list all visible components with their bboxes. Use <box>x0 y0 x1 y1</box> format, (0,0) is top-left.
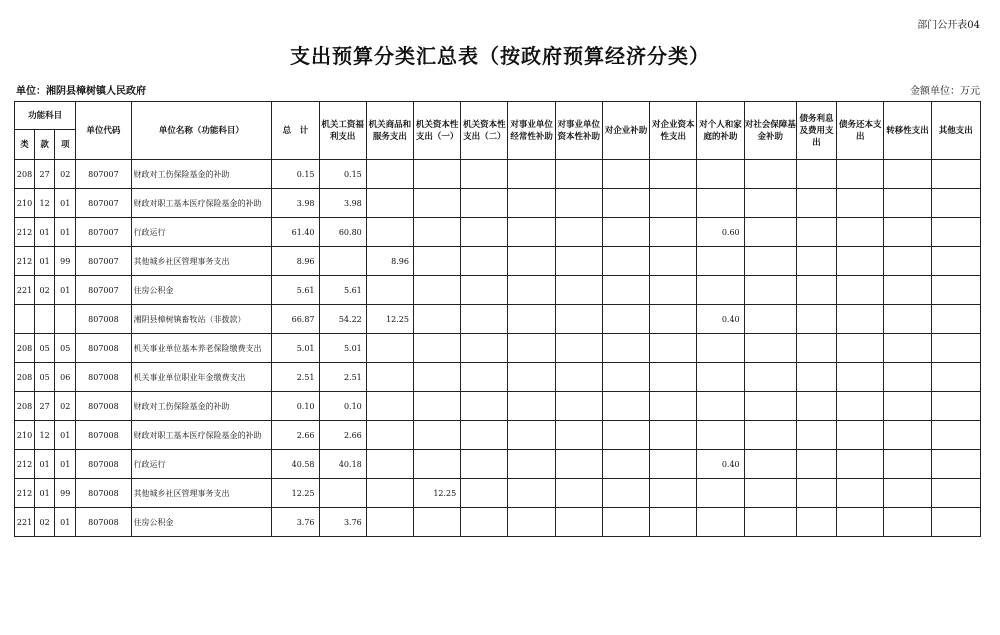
header-col-6: 对事业单位资本性补助 <box>555 102 602 160</box>
row-unit-code: 807008 <box>76 334 131 363</box>
row-unit-name: 财政对工伤保险基金的补助 <box>131 160 272 189</box>
row-empty-cell <box>884 160 931 189</box>
row-empty-cell <box>508 421 555 450</box>
row-empty-cell <box>650 421 697 450</box>
row-xiang: 01 <box>55 508 76 537</box>
row-empty-cell <box>884 479 931 508</box>
table-row <box>15 450 981 479</box>
table-row <box>15 479 981 508</box>
header-unit-code: 单位代码 <box>76 102 131 160</box>
row-empty-cell <box>650 218 697 247</box>
header-col-4: 机关资本性支出（二） <box>461 102 508 160</box>
row-empty-cell <box>931 334 980 363</box>
row-empty-cell <box>744 508 796 537</box>
row-empty-cell <box>884 363 931 392</box>
row-unit-name: 机关事业单位基本养老保险缴费支出 <box>131 334 272 363</box>
row-empty-cell <box>744 218 796 247</box>
row-goods <box>366 218 413 247</box>
row-empty-cell <box>602 189 649 218</box>
row-empty-cell <box>555 334 602 363</box>
row-kuan: 01 <box>35 479 55 508</box>
row-capital-1 <box>413 160 460 189</box>
row-empty-cell <box>931 392 980 421</box>
row-empty-cell <box>796 363 836 392</box>
row-empty-cell <box>744 247 796 276</box>
row-empty-cell <box>461 334 508 363</box>
row-capital-1 <box>413 247 460 276</box>
row-lei: 208 <box>15 334 35 363</box>
row-goods <box>366 189 413 218</box>
row-empty-cell <box>508 247 555 276</box>
row-person <box>697 421 744 450</box>
header-col-2: 机关商品和服务支出 <box>366 102 413 160</box>
table-row <box>15 247 981 276</box>
row-empty-cell <box>461 479 508 508</box>
row-empty-cell <box>744 334 796 363</box>
row-empty-cell <box>650 392 697 421</box>
row-empty-cell <box>650 305 697 334</box>
row-empty-cell <box>931 508 980 537</box>
form-code: 部门公开表04 <box>917 20 980 31</box>
table-row <box>15 363 981 392</box>
row-empty-cell <box>602 392 649 421</box>
row-total: 12.25 <box>272 479 319 508</box>
row-empty-cell <box>555 508 602 537</box>
row-empty-cell <box>555 189 602 218</box>
row-unit-name: 财政对职工基本医疗保险基金的补助 <box>131 421 272 450</box>
header-total: 总 计 <box>272 102 319 160</box>
header-col-5: 对事业单位经常性补助 <box>508 102 555 160</box>
row-empty-cell <box>744 305 796 334</box>
row-unit-name: 行政运行 <box>131 218 272 247</box>
row-lei: 210 <box>15 189 35 218</box>
row-wage: 0.15 <box>319 160 366 189</box>
row-empty-cell <box>796 276 836 305</box>
row-unit-name: 行政运行 <box>131 450 272 479</box>
table-row <box>15 334 981 363</box>
row-capital-1 <box>413 276 460 305</box>
row-empty-cell <box>650 363 697 392</box>
row-empty-cell <box>650 508 697 537</box>
row-empty-cell <box>508 160 555 189</box>
row-person <box>697 508 744 537</box>
row-empty-cell <box>508 276 555 305</box>
row-xiang: 06 <box>55 363 76 392</box>
header-col-9: 对个人和家庭的补助 <box>697 102 744 160</box>
row-capital-1 <box>413 189 460 218</box>
row-empty-cell <box>837 305 884 334</box>
row-empty-cell <box>796 508 836 537</box>
row-total: 2.66 <box>272 421 319 450</box>
header-col-12: 债务还本支出 <box>837 102 884 160</box>
row-empty-cell <box>508 479 555 508</box>
row-goods <box>366 160 413 189</box>
row-wage <box>319 479 366 508</box>
row-empty-cell <box>650 160 697 189</box>
row-empty-cell <box>837 392 884 421</box>
table-row <box>15 276 981 305</box>
row-unit-code: 807008 <box>76 363 131 392</box>
row-kuan: 27 <box>35 392 55 421</box>
row-capital-1 <box>413 363 460 392</box>
row-empty-cell <box>931 450 980 479</box>
row-lei: 212 <box>15 479 35 508</box>
row-unit-name: 其他城乡社区管理事务支出 <box>131 247 272 276</box>
row-xiang: 01 <box>55 421 76 450</box>
row-unit-code: 807008 <box>76 479 131 508</box>
row-unit-name: 住房公积金 <box>131 508 272 537</box>
row-empty-cell <box>884 247 931 276</box>
row-xiang: 02 <box>55 160 76 189</box>
row-empty-cell <box>744 276 796 305</box>
header-col-14: 其他支出 <box>931 102 980 160</box>
row-wage: 3.98 <box>319 189 366 218</box>
row-kuan: 05 <box>35 334 55 363</box>
row-total: 5.61 <box>272 276 319 305</box>
header-col-13: 转移性支出 <box>884 102 931 160</box>
header-lei: 类 <box>15 130 35 160</box>
row-person: 0.40 <box>697 305 744 334</box>
row-empty-cell <box>837 334 884 363</box>
row-unit-name: 其他城乡社区管理事务支出 <box>131 479 272 508</box>
row-total: 0.15 <box>272 160 319 189</box>
row-total: 66.87 <box>272 305 319 334</box>
row-empty-cell <box>508 363 555 392</box>
row-empty-cell <box>884 392 931 421</box>
row-xiang: 99 <box>55 479 76 508</box>
row-goods: 12.25 <box>366 305 413 334</box>
row-lei: 212 <box>15 218 35 247</box>
row-goods <box>366 334 413 363</box>
row-empty-cell <box>461 392 508 421</box>
row-xiang: 99 <box>55 247 76 276</box>
row-empty-cell <box>602 363 649 392</box>
row-empty-cell <box>796 247 836 276</box>
row-wage <box>319 247 366 276</box>
row-empty-cell <box>461 508 508 537</box>
row-empty-cell <box>931 479 980 508</box>
row-unit-name: 湘阴县樟树镇畜牧站（非拨款） <box>131 305 272 334</box>
row-empty-cell <box>602 160 649 189</box>
row-person: 0.60 <box>697 218 744 247</box>
row-empty-cell <box>796 421 836 450</box>
row-goods <box>366 276 413 305</box>
row-lei: 221 <box>15 276 35 305</box>
row-lei: 208 <box>15 363 35 392</box>
unit-label: 单位：湘阴县樟树镇人民政府 <box>16 86 146 97</box>
row-xiang: 01 <box>55 450 76 479</box>
row-empty-cell <box>508 392 555 421</box>
row-empty-cell <box>555 479 602 508</box>
row-total: 2.51 <box>272 363 319 392</box>
row-empty-cell <box>602 276 649 305</box>
row-wage: 60.80 <box>319 218 366 247</box>
row-empty-cell <box>508 334 555 363</box>
row-xiang <box>55 305 76 334</box>
row-empty-cell <box>796 392 836 421</box>
row-empty-cell <box>555 160 602 189</box>
header-col-8: 对企业资本性支出 <box>650 102 697 160</box>
row-empty-cell <box>461 218 508 247</box>
page-title: 支出预算分类汇总表（按政府预算经济分类） <box>290 44 710 68</box>
row-kuan: 01 <box>35 450 55 479</box>
row-empty-cell <box>461 450 508 479</box>
row-wage: 0.10 <box>319 392 366 421</box>
row-empty-cell <box>555 392 602 421</box>
header-col-3: 机关资本性支出（一） <box>413 102 460 160</box>
row-lei: 212 <box>15 247 35 276</box>
row-empty-cell <box>744 479 796 508</box>
row-wage: 40.18 <box>319 450 366 479</box>
row-unit-name: 住房公积金 <box>131 276 272 305</box>
table-row <box>15 189 981 218</box>
row-xiang: 02 <box>55 392 76 421</box>
row-empty-cell <box>796 334 836 363</box>
row-empty-cell <box>508 189 555 218</box>
row-goods <box>366 421 413 450</box>
row-empty-cell <box>884 421 931 450</box>
row-empty-cell <box>602 334 649 363</box>
row-empty-cell <box>744 189 796 218</box>
row-empty-cell <box>744 421 796 450</box>
row-empty-cell <box>650 276 697 305</box>
row-empty-cell <box>884 218 931 247</box>
row-kuan: 01 <box>35 218 55 247</box>
row-empty-cell <box>884 189 931 218</box>
row-capital-1 <box>413 392 460 421</box>
row-xiang: 01 <box>55 276 76 305</box>
table-row <box>15 305 981 334</box>
row-unit-code: 807007 <box>76 276 131 305</box>
table-row <box>15 421 981 450</box>
row-empty-cell <box>602 305 649 334</box>
row-xiang: 01 <box>55 189 76 218</box>
row-empty-cell <box>931 363 980 392</box>
row-unit-name: 财政对职工基本医疗保险基金的补助 <box>131 189 272 218</box>
row-empty-cell <box>650 450 697 479</box>
row-wage: 5.01 <box>319 334 366 363</box>
row-unit-code: 807007 <box>76 160 131 189</box>
row-empty-cell <box>602 421 649 450</box>
row-goods <box>366 508 413 537</box>
header-col-7: 对企业补助 <box>602 102 649 160</box>
row-empty-cell <box>931 218 980 247</box>
row-empty-cell <box>461 189 508 218</box>
row-total: 5.01 <box>272 334 319 363</box>
row-empty-cell <box>884 450 931 479</box>
row-goods <box>366 450 413 479</box>
row-capital-1: 12.25 <box>413 479 460 508</box>
row-empty-cell <box>744 450 796 479</box>
row-empty-cell <box>461 276 508 305</box>
row-person <box>697 392 744 421</box>
row-unit-code: 807008 <box>76 450 131 479</box>
row-empty-cell <box>837 218 884 247</box>
row-unit-code: 807008 <box>76 392 131 421</box>
row-lei <box>15 305 35 334</box>
row-wage: 2.66 <box>319 421 366 450</box>
row-total: 8.96 <box>272 247 319 276</box>
row-xiang: 01 <box>55 218 76 247</box>
table-row <box>15 508 981 537</box>
row-wage: 5.61 <box>319 276 366 305</box>
row-unit-code: 807008 <box>76 421 131 450</box>
row-kuan <box>35 305 55 334</box>
table-row <box>15 218 981 247</box>
row-empty-cell <box>461 247 508 276</box>
row-empty-cell <box>744 363 796 392</box>
row-empty-cell <box>837 247 884 276</box>
row-empty-cell <box>555 363 602 392</box>
row-empty-cell <box>650 189 697 218</box>
header-col-1: 机关工资福利支出 <box>319 102 366 160</box>
header-col-10: 对社会保障基金补助 <box>744 102 796 160</box>
row-empty-cell <box>837 450 884 479</box>
row-empty-cell <box>837 160 884 189</box>
row-kuan: 02 <box>35 276 55 305</box>
row-kuan: 12 <box>35 189 55 218</box>
row-kuan: 01 <box>35 247 55 276</box>
row-empty-cell <box>931 421 980 450</box>
row-empty-cell <box>837 189 884 218</box>
row-empty-cell <box>884 276 931 305</box>
row-empty-cell <box>837 421 884 450</box>
table-row <box>15 160 981 189</box>
row-person <box>697 363 744 392</box>
row-person <box>697 160 744 189</box>
row-kuan: 05 <box>35 363 55 392</box>
row-unit-code: 807007 <box>76 218 131 247</box>
row-capital-1 <box>413 421 460 450</box>
row-wage: 54.22 <box>319 305 366 334</box>
row-empty-cell <box>884 305 931 334</box>
row-empty-cell <box>602 450 649 479</box>
row-goods <box>366 392 413 421</box>
row-xiang: 05 <box>55 334 76 363</box>
row-unit-name: 机关事业单位职业年金缴费支出 <box>131 363 272 392</box>
row-person <box>697 334 744 363</box>
row-kuan: 27 <box>35 160 55 189</box>
row-lei: 208 <box>15 392 35 421</box>
row-empty-cell <box>796 479 836 508</box>
row-capital-1 <box>413 334 460 363</box>
row-goods <box>366 479 413 508</box>
row-empty-cell <box>837 363 884 392</box>
row-empty-cell <box>461 363 508 392</box>
row-total: 0.10 <box>272 392 319 421</box>
row-person <box>697 276 744 305</box>
row-empty-cell <box>796 160 836 189</box>
row-empty-cell <box>461 305 508 334</box>
row-empty-cell <box>796 450 836 479</box>
header-unit-name: 单位名称（功能科目） <box>131 102 272 160</box>
row-empty-cell <box>796 218 836 247</box>
row-lei: 212 <box>15 450 35 479</box>
row-person <box>697 479 744 508</box>
table-row <box>15 392 981 421</box>
row-empty-cell <box>837 508 884 537</box>
row-kuan: 12 <box>35 421 55 450</box>
row-empty-cell <box>884 508 931 537</box>
row-goods <box>366 363 413 392</box>
row-empty-cell <box>555 247 602 276</box>
row-unit-code: 807007 <box>76 247 131 276</box>
row-empty-cell <box>931 160 980 189</box>
row-empty-cell <box>602 218 649 247</box>
row-total: 61.40 <box>272 218 319 247</box>
row-empty-cell <box>461 421 508 450</box>
row-person: 0.40 <box>697 450 744 479</box>
row-wage: 3.76 <box>319 508 366 537</box>
row-empty-cell <box>931 247 980 276</box>
row-empty-cell <box>508 450 555 479</box>
header-xiang: 项 <box>55 130 76 160</box>
row-empty-cell <box>837 479 884 508</box>
row-empty-cell <box>555 421 602 450</box>
row-empty-cell <box>650 334 697 363</box>
row-empty-cell <box>744 160 796 189</box>
row-empty-cell <box>555 218 602 247</box>
row-empty-cell <box>602 247 649 276</box>
header-kuan: 款 <box>35 130 55 160</box>
row-person <box>697 189 744 218</box>
row-kuan: 02 <box>35 508 55 537</box>
row-person <box>697 247 744 276</box>
row-capital-1 <box>413 218 460 247</box>
row-empty-cell <box>602 508 649 537</box>
row-empty-cell <box>796 305 836 334</box>
header-col-11: 债务利息及费用支出 <box>796 102 836 160</box>
row-empty-cell <box>650 247 697 276</box>
row-empty-cell <box>602 479 649 508</box>
row-empty-cell <box>555 276 602 305</box>
row-empty-cell <box>744 392 796 421</box>
row-total: 3.76 <box>272 508 319 537</box>
row-unit-code: 807007 <box>76 189 131 218</box>
row-empty-cell <box>555 305 602 334</box>
row-lei: 208 <box>15 160 35 189</box>
row-empty-cell <box>931 189 980 218</box>
row-empty-cell <box>837 276 884 305</box>
row-empty-cell <box>796 189 836 218</box>
row-unit-code: 807008 <box>76 305 131 334</box>
row-lei: 221 <box>15 508 35 537</box>
row-empty-cell <box>508 305 555 334</box>
row-unit-code: 807008 <box>76 508 131 537</box>
amount-unit: 金额单位：万元 <box>910 86 980 97</box>
row-empty-cell <box>461 160 508 189</box>
row-empty-cell <box>508 508 555 537</box>
row-empty-cell <box>931 276 980 305</box>
row-wage: 2.51 <box>319 363 366 392</box>
row-total: 40.58 <box>272 450 319 479</box>
row-empty-cell <box>884 334 931 363</box>
row-empty-cell <box>650 479 697 508</box>
row-empty-cell <box>508 218 555 247</box>
row-capital-1 <box>413 450 460 479</box>
row-capital-1 <box>413 508 460 537</box>
header-func-group: 功能科目 <box>15 102 76 130</box>
row-lei: 210 <box>15 421 35 450</box>
row-empty-cell <box>555 450 602 479</box>
row-unit-name: 财政对工伤保险基金的补助 <box>131 392 272 421</box>
row-empty-cell <box>931 305 980 334</box>
row-capital-1 <box>413 305 460 334</box>
budget-table <box>14 101 981 537</box>
row-total: 3.98 <box>272 189 319 218</box>
row-goods: 8.96 <box>366 247 413 276</box>
